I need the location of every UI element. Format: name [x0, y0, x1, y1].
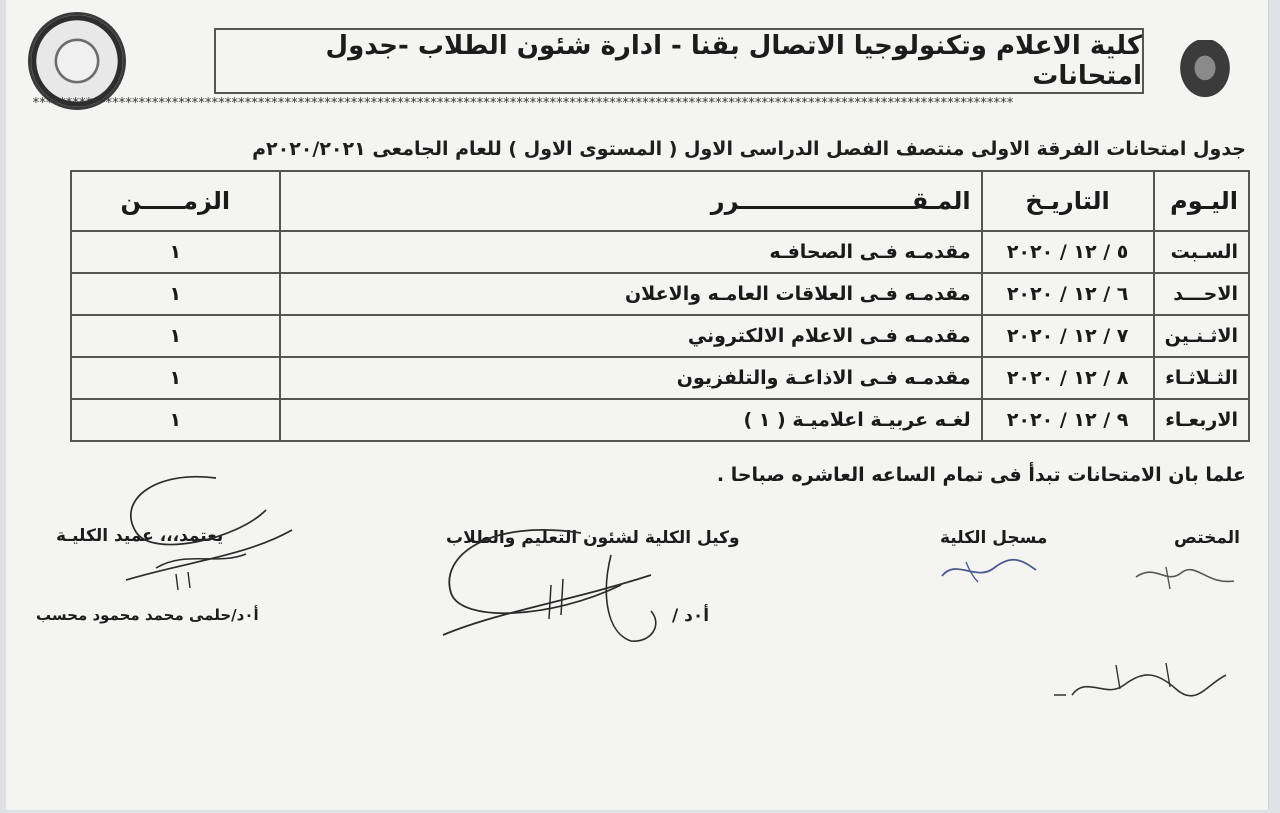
- cell-time: ١: [71, 315, 280, 357]
- table-row: [71, 357, 1249, 399]
- table-row: [71, 315, 1249, 357]
- registrar-label: مسجل الكلية: [940, 528, 1048, 548]
- table-row: [71, 273, 1249, 315]
- cell-day: الاثـنـين: [1154, 315, 1249, 357]
- schedule-subtitle: جدول امتحانات الفرقة الاولى منتصف الفصل الدراسى الاول ( المستوى الاول ) للعام الجامعى ٢٠٢٠/٢٠٢١م: [252, 138, 1246, 160]
- specialist-signature: [1126, 555, 1246, 595]
- cell-day: الثـلاثـاء: [1154, 357, 1249, 399]
- cell-course: مقدمـه فـى الصحافـه: [280, 231, 982, 273]
- cell-day: الاحـــد: [1154, 273, 1249, 315]
- cell-date: ٧ / ١٢ / ٢٠٢٠: [982, 315, 1154, 357]
- dean-label: يعتمد،،، عميد الكليـة: [56, 526, 224, 546]
- cell-time: ١: [71, 357, 280, 399]
- document-page: [6, 0, 1269, 810]
- cell-day: السـبت: [1154, 231, 1249, 273]
- vice-dean-label: وكيل الكلية لشئون التعليم والطلاب: [446, 528, 740, 548]
- header-course: المـقـــــــــــــــــــــرر: [280, 171, 982, 231]
- dean-name: أ٠د/حلمى محمد محمود محسب: [36, 606, 259, 624]
- header-time: الزمـــــن: [71, 171, 280, 231]
- college-registrar-handwriting: [1046, 655, 1246, 715]
- exam-start-note: علما بان الامتحانات تبدأ فى تمام الساعه العاشره صباحا .: [716, 464, 1246, 486]
- cell-date: ٨ / ١٢ / ٢٠٢٠: [982, 357, 1154, 399]
- cell-course: لغـه عربيـة اعلاميـة ( ١ ): [280, 399, 982, 441]
- table-header-row: [71, 171, 1249, 231]
- cell-date: ٦ / ١٢ / ٢٠٢٠: [982, 273, 1154, 315]
- header-day: اليـوم: [1154, 171, 1249, 231]
- cell-date: ٥ / ١٢ / ٢٠٢٠: [982, 231, 1154, 273]
- table-row: [71, 399, 1249, 441]
- cell-time: ١: [71, 399, 280, 441]
- cell-course: مقدمـه فـى الاعلام الالكتروني: [280, 315, 982, 357]
- cell-time: ١: [71, 231, 280, 273]
- title-text: كلية الاعلام وتكنولوجيا الاتصال بقنا - ادارة شئون الطلاب -جدول امتحانات: [325, 31, 1142, 91]
- cell-day: الاربعـاء: [1154, 399, 1249, 441]
- page-title: [214, 28, 1144, 94]
- cell-course: مقدمـه فـى الاذاعـة والتلفزيون: [280, 357, 982, 399]
- cell-time: ١: [71, 273, 280, 315]
- header-date: التاريـخ: [982, 171, 1154, 231]
- table-row: [71, 231, 1249, 273]
- faculty-logo: [1176, 40, 1234, 102]
- cell-course: مقدمـه فـى العلاقات العامـه والاعلان: [280, 273, 982, 315]
- star-divider: ****************************************************************************************************************************************************: [32, 96, 1013, 111]
- specialist-label: المختص: [1174, 528, 1240, 548]
- registrar-signature: [936, 548, 1046, 588]
- cell-date: ٩ / ١٢ / ٢٠٢٠: [982, 399, 1154, 441]
- vice-dean-name: أ٠د /: [672, 606, 710, 626]
- exam-schedule-table: [70, 170, 1250, 442]
